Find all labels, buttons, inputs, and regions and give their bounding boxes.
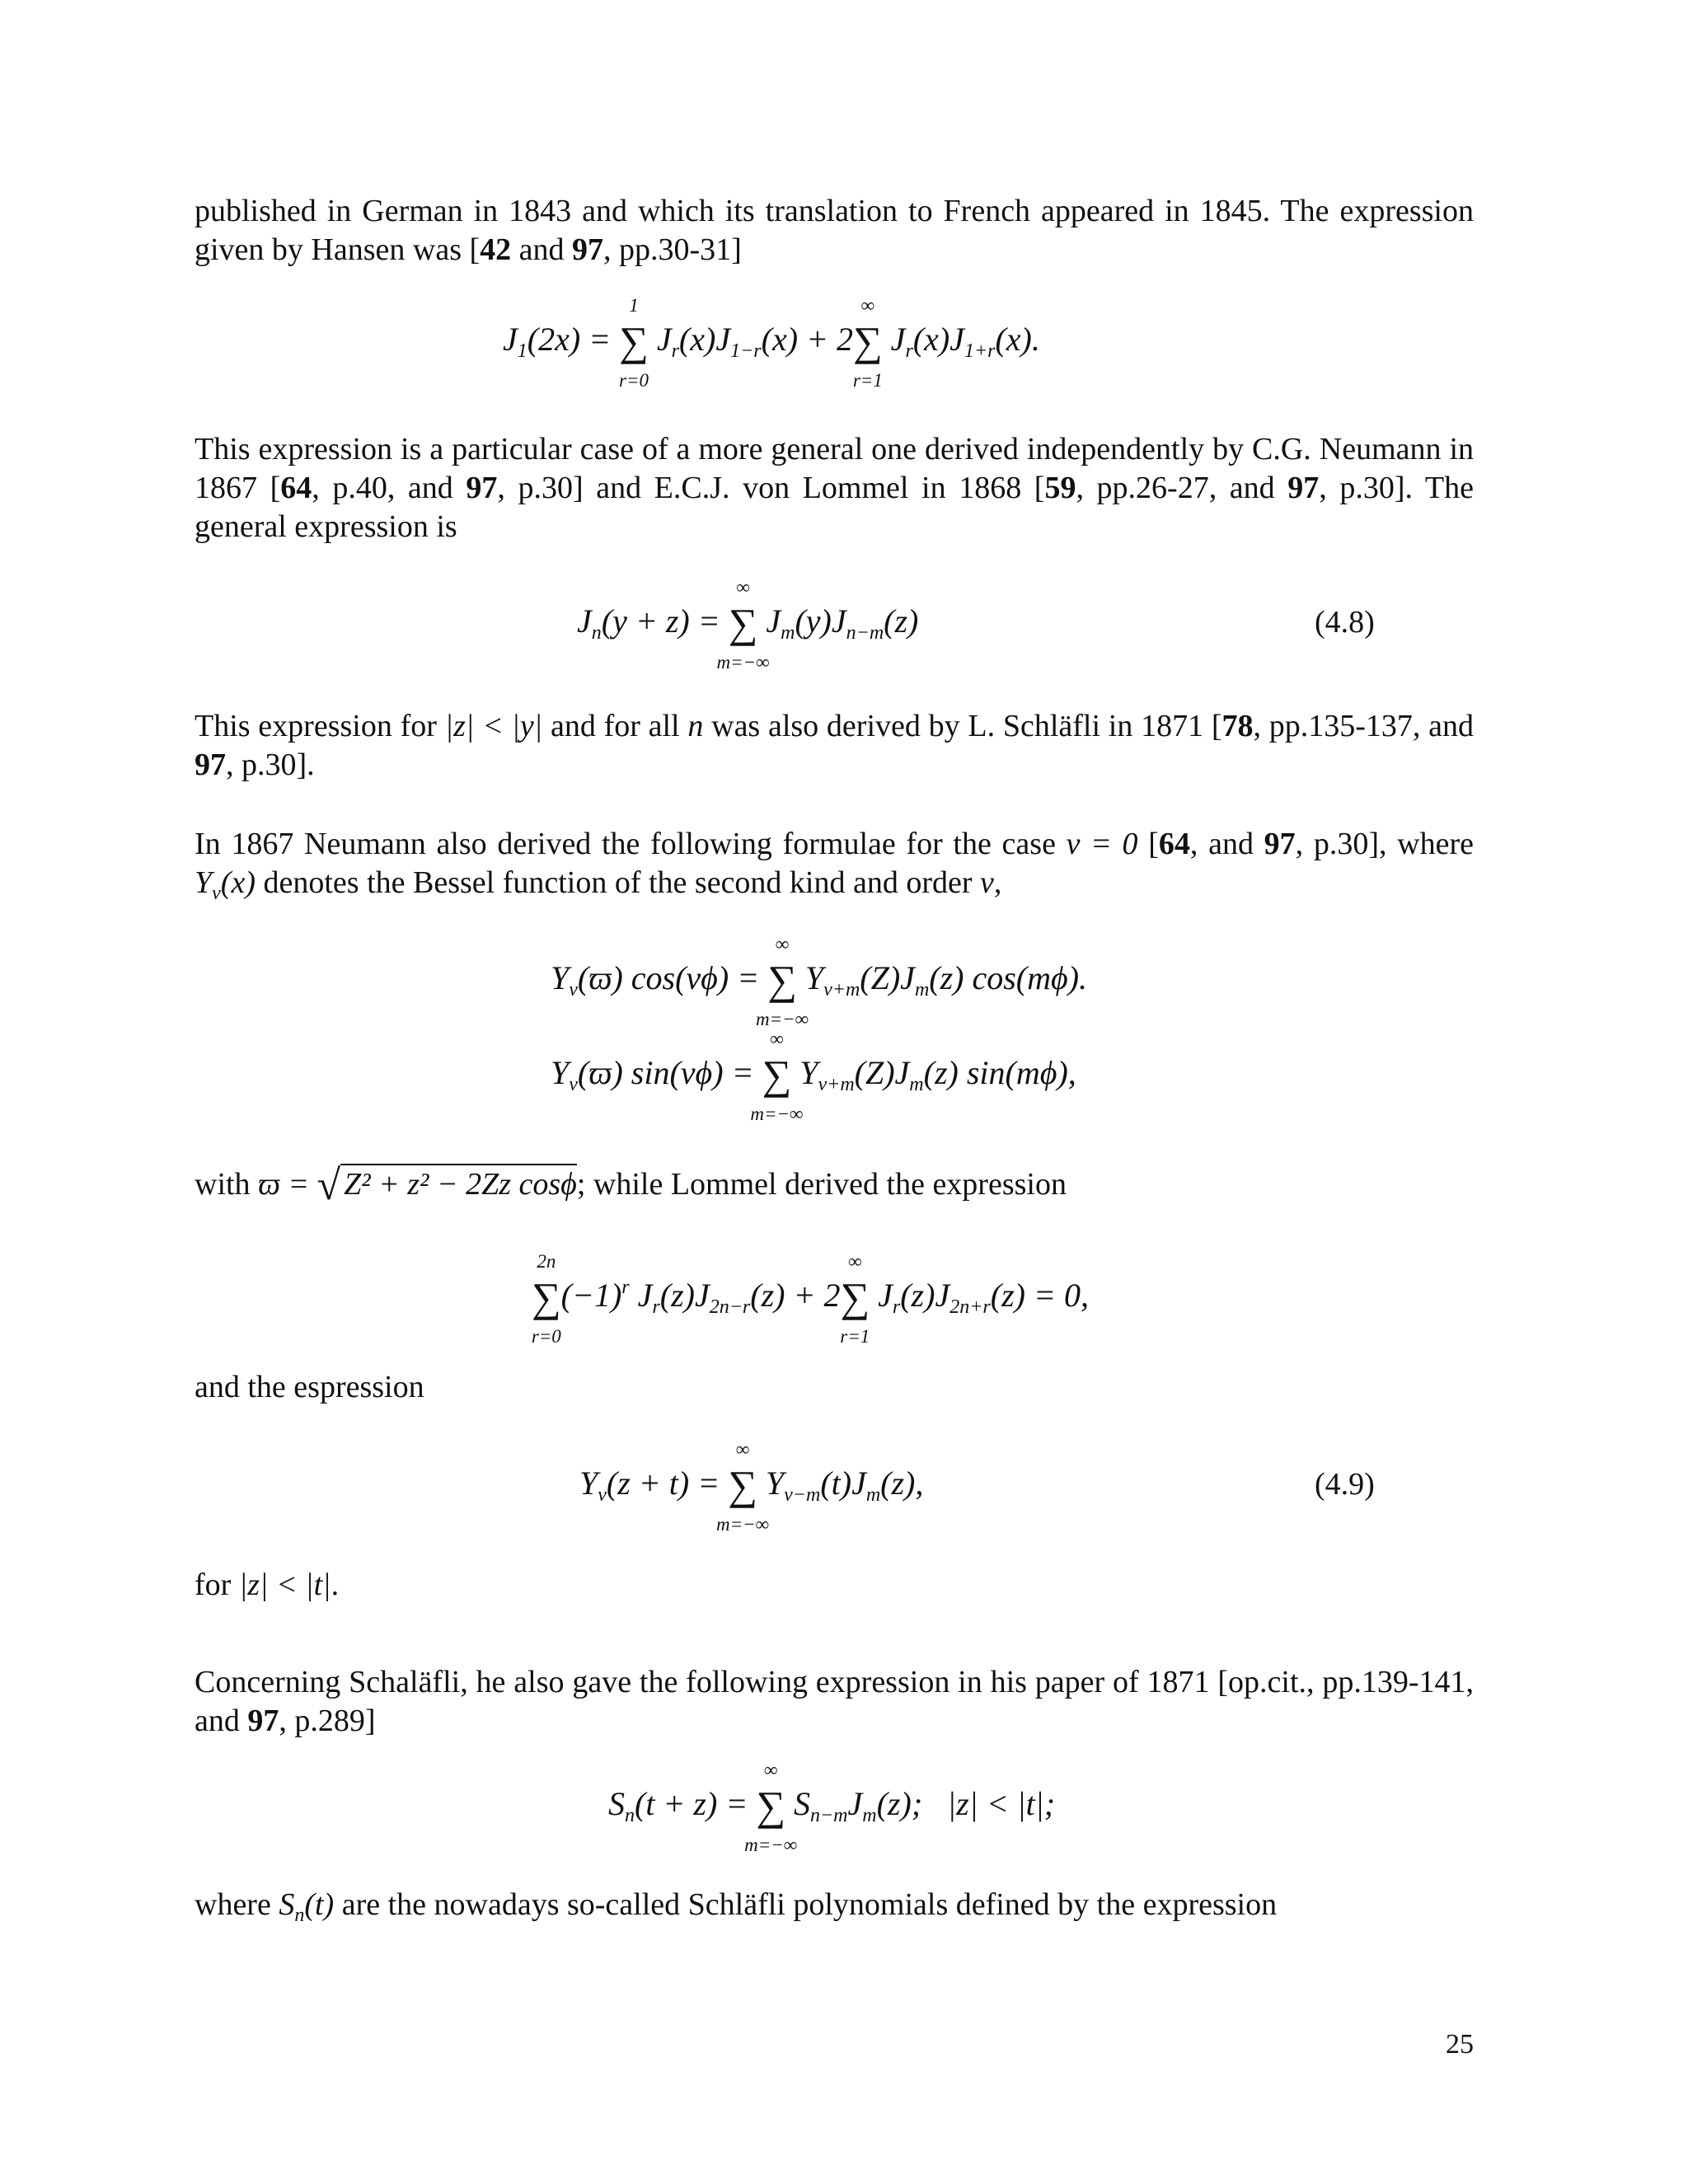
paragraph-neumann-formulae xyxy=(195,825,1474,913)
inline-math: (x) xyxy=(220,865,256,900)
reference-bold: 97 xyxy=(572,232,604,267)
text-run: for xyxy=(195,1568,239,1602)
reference-bold: 97 xyxy=(1264,827,1296,861)
text-run: This expression for xyxy=(195,709,445,743)
paragraph-with-varpi xyxy=(195,1162,1474,1209)
square-root-sign: √ xyxy=(316,1162,341,1209)
text-run: , p.30], where xyxy=(1295,827,1475,861)
reference-bold: 59 xyxy=(1044,471,1076,505)
inline-math: |z| < |y| xyxy=(444,709,543,743)
text-run: , pp.26-27, and xyxy=(1076,471,1288,505)
inline-math: ϖ = xyxy=(258,1167,317,1202)
inline-math: ν = 0 xyxy=(1066,827,1138,861)
text-run: ; while Lommel derived the expression xyxy=(576,1167,1067,1202)
text-run: with xyxy=(195,1167,259,1202)
text-run: , pp.30-31] xyxy=(603,232,742,267)
text-run: Concerning Schaläfli, he also gave the following expression in his paper of 1871 [op.cit., pp.139-141, and xyxy=(195,1665,1474,1738)
text-run: , p.30] and E.C.J. von Lommel in 1868 [ xyxy=(497,471,1045,505)
text-run: where xyxy=(195,1887,279,1922)
inline-math: |z| < |t| xyxy=(238,1568,331,1602)
equation-schlafli: $S_n(t + z)$ = ∑ ∞ m=−∞ $S_{n-m}J_m(z)$; |z| < |t|; xyxy=(608,1760,1056,1855)
reference-bold: 97 xyxy=(1287,471,1320,505)
text-run: published in German in 1843 and which its translation to French appeared in 1845. The xyxy=(195,194,1329,228)
reference-bold: 97 xyxy=(195,748,226,782)
text-run: , xyxy=(993,865,1002,900)
reference-bold: 64 xyxy=(1158,827,1190,861)
paragraph-and-espression xyxy=(195,1368,1474,1407)
text-run: This expression is a particular case of a more general one derived independently by C.G. Neumann in 1867 [ xyxy=(195,432,1474,505)
text-run: , p.40, and xyxy=(312,471,467,505)
equation-4-8: $J_n(y + z)$ = ∑ ∞ m=−∞ $J_m(y)J_{n-m}(z)$ xyxy=(577,577,919,673)
inline-math-subscript: ν xyxy=(212,883,221,904)
inline-math: S xyxy=(279,1887,295,1922)
text-run: , and xyxy=(1189,827,1264,861)
equation-number: (4.8) xyxy=(1315,605,1375,640)
inline-math: (t) xyxy=(304,1887,335,1922)
paragraph-schlafli xyxy=(195,707,1474,785)
inline-math: n xyxy=(687,709,704,743)
reference-bold: 64 xyxy=(280,471,312,505)
text-run: , p.289] xyxy=(279,1704,376,1738)
paragraph-neumann-lommel xyxy=(195,430,1474,546)
paragraph-for-condition xyxy=(195,1566,1474,1605)
text-run: [ xyxy=(1137,827,1159,861)
text-run: denotes the Bessel function of the second kind and order xyxy=(255,865,981,900)
summation-sign: ∑ ∞ r=1 xyxy=(852,295,883,391)
summation-sign: ∑ 2n r=0 xyxy=(531,1251,561,1347)
paragraph-schlafli-polynomials xyxy=(195,1886,1474,1935)
text-run: and xyxy=(511,232,573,267)
page-number: 25 xyxy=(1446,2029,1474,2060)
equation-neumann-sin: $Y_\nu(ϖ) \sin(\nu\phi)$ = ∑ ∞ m=−∞ $Y_{\nu+m}(Z)J_m(z)$ sin(mϕ), xyxy=(551,1029,1076,1124)
text-run: and for all xyxy=(542,709,688,743)
square-root-radicand: Z² + z² − 2Zz cosϕ xyxy=(340,1164,577,1204)
reference-bold: 78 xyxy=(1221,709,1254,743)
paragraph-hansen xyxy=(195,192,1474,269)
summation-sign: ∑ ∞ m=−∞ xyxy=(756,934,809,1029)
text-run: , p.30]. The general expression is xyxy=(195,471,1474,544)
equation-number: (4.9) xyxy=(1315,1467,1375,1502)
text-run: . xyxy=(331,1568,340,1602)
text-run: , pp.135-137, and xyxy=(1253,709,1475,743)
summation-sign: ∑ ∞ m=−∞ xyxy=(750,1029,804,1124)
text-run: was also derived by L. Schläfli in 1871 [ xyxy=(703,709,1222,743)
summation-sign: ∑ ∞ m=−∞ xyxy=(744,1760,798,1855)
summation-sign: ∑ ∞ m=−∞ xyxy=(716,577,770,673)
reference-bold: 97 xyxy=(466,471,498,505)
text-run: are the nowadays so-called Schläfli polynomials defined by the expression xyxy=(334,1887,1278,1922)
equation-4-9: $Y_\nu(z + t)$ = ∑ ∞ m=−∞ $Y_{\nu-m}(t)J_m(z)$, xyxy=(579,1439,924,1535)
text-run: , p.30]. xyxy=(226,748,315,782)
reference-bold: 42 xyxy=(480,232,512,267)
text-run: expression given by Hansen was [ xyxy=(195,194,1474,267)
equation-lommel: ∑ 2n r=0 $(-1)^r$ $J_r(z)J_{2n-r}(z) + 2\sum$ ∞ r=1 $J_r(z)J_{2n+r}(z) = 0$, xyxy=(531,1251,1089,1347)
equation-neumann-cos: $Y_\nu(ϖ) \cos(\nu\phi)$ = ∑ ∞ m=−∞ $Y_{\nu+m}(Z)J_m(z)$ cos(mϕ). xyxy=(551,934,1088,1029)
summation-sign: ∑ ∞ m=−∞ xyxy=(716,1439,770,1535)
inline-math-subscript: n xyxy=(294,1905,305,1926)
summation-sign: ∑ 1 r=0 xyxy=(618,295,649,391)
inline-math: Y xyxy=(195,865,213,900)
text-run: and the espression xyxy=(195,1370,424,1404)
reference-bold: 97 xyxy=(247,1704,279,1738)
inline-math: ν xyxy=(980,865,994,900)
text-run: In 1867 Neumann also derived the following formulae for the case xyxy=(195,827,1067,861)
equation-hansen: $J_1(2x)$ = ∑ 1 r=0 $J_r(x)J_{1-r}(x) + 2\sum$ ∞ r=1 $J_r(x)J_{1+r}(x)$. xyxy=(503,295,1040,391)
summation-sign: ∑ ∞ r=1 xyxy=(840,1251,870,1347)
paragraph-schalafli xyxy=(195,1663,1474,1741)
